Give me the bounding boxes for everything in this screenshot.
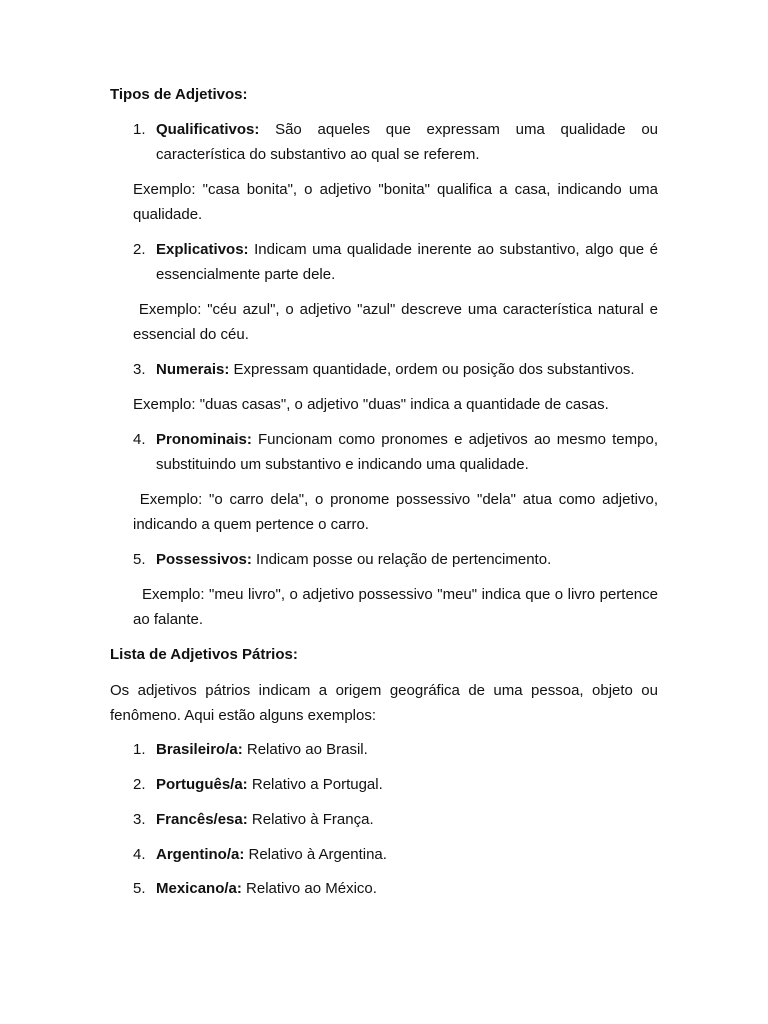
item-term: Numerais: bbox=[156, 361, 230, 378]
list-item-text bbox=[133, 842, 658, 867]
list-item-text bbox=[133, 117, 658, 167]
list-item bbox=[133, 772, 658, 797]
item-description: Indicam uma qualidade inerente ao substantivo, algo que é essencialmente parte dele. bbox=[156, 241, 658, 283]
example-paragraph: Exemplo: "céu azul", o adjetivo "azul" descreve uma característica natural e essencial do céu. bbox=[133, 301, 663, 343]
item-description: Indicam posse ou relação de pertencimento. bbox=[251, 551, 552, 568]
list-item-text bbox=[133, 357, 658, 382]
list-number: 3. bbox=[133, 811, 146, 828]
list-item-text bbox=[133, 772, 658, 797]
item-description: Expressam quantidade, ordem ou posição dos substantivos. bbox=[229, 361, 635, 378]
list-item-text bbox=[133, 427, 658, 477]
item-term: Brasileiro/a: bbox=[156, 741, 243, 758]
item-description: Funcionam como pronomes e adjetivos ao mesmo tempo, substituindo um substantivo e indicando uma qualidade. bbox=[156, 431, 658, 473]
list-number: 1. bbox=[133, 741, 146, 758]
item-description: São aqueles que expressam uma qualidade ou característica do substantivo ao qual se referem. bbox=[156, 121, 658, 163]
example-paragraph: Exemplo: "casa bonita", o adjetivo "bonita" qualifica a casa, indicando uma qualidade. bbox=[133, 181, 658, 223]
item-description: Relativo ao Brasil. bbox=[242, 741, 368, 758]
list-number: 1. bbox=[133, 121, 146, 138]
list-number: 5. bbox=[133, 551, 146, 568]
list-item bbox=[133, 357, 658, 382]
list-item-text bbox=[133, 807, 658, 832]
item-term: Argentino/a: bbox=[156, 846, 245, 863]
item-description: Relativo ao México. bbox=[241, 880, 377, 897]
list-number: 4. bbox=[133, 431, 146, 448]
list-item bbox=[133, 117, 658, 167]
item-term: Mexicano/a: bbox=[156, 880, 242, 897]
example-paragraph: Exemplo: "o carro dela", o pronome possessivo "dela" atua como adjetivo, indicando a quem pertence o carro. bbox=[133, 491, 663, 533]
item-term: Francês/esa: bbox=[156, 811, 248, 828]
item-description: Relativo à França. bbox=[247, 811, 374, 828]
list-number: 2. bbox=[133, 776, 146, 793]
list-item bbox=[133, 737, 658, 762]
list-item bbox=[133, 547, 658, 572]
list-item-text bbox=[133, 237, 658, 287]
item-term: Explicativos: bbox=[156, 241, 249, 258]
section-heading-tipos: Tipos de Adjetivos: bbox=[110, 86, 248, 103]
item-term: Pronominais: bbox=[156, 431, 252, 448]
list-item-text bbox=[133, 547, 658, 572]
list-number: 3. bbox=[133, 361, 146, 378]
item-term: Possessivos: bbox=[156, 551, 252, 568]
list-item bbox=[133, 876, 658, 901]
example-paragraph: Exemplo: "duas casas", o adjetivo "duas" indica a quantidade de casas. bbox=[133, 396, 609, 413]
list-item bbox=[133, 807, 658, 832]
item-term: Português/a: bbox=[156, 776, 248, 793]
list-number: 5. bbox=[133, 880, 146, 897]
section-heading-patrios: Lista de Adjetivos Pátrios: bbox=[110, 646, 298, 663]
list-number: 2. bbox=[133, 241, 146, 258]
list-item bbox=[133, 842, 658, 867]
intro-paragraph: Os adjetivos pátrios indicam a origem geográfica de uma pessoa, objeto ou fenômeno. Aqui estão alguns exemplos: bbox=[110, 682, 658, 724]
example-paragraph: Exemplo: "meu livro", o adjetivo possessivo "meu" indica que o livro pertence ao falante. bbox=[133, 586, 663, 628]
list-number: 4. bbox=[133, 846, 146, 863]
item-description: Relativo à Argentina. bbox=[244, 846, 387, 863]
list-item bbox=[133, 237, 658, 287]
item-term: Qualificativos: bbox=[156, 121, 260, 138]
list-item-text bbox=[133, 876, 658, 901]
item-description: Relativo a Portugal. bbox=[247, 776, 383, 793]
list-item bbox=[133, 427, 658, 477]
list-item-text bbox=[133, 737, 658, 762]
